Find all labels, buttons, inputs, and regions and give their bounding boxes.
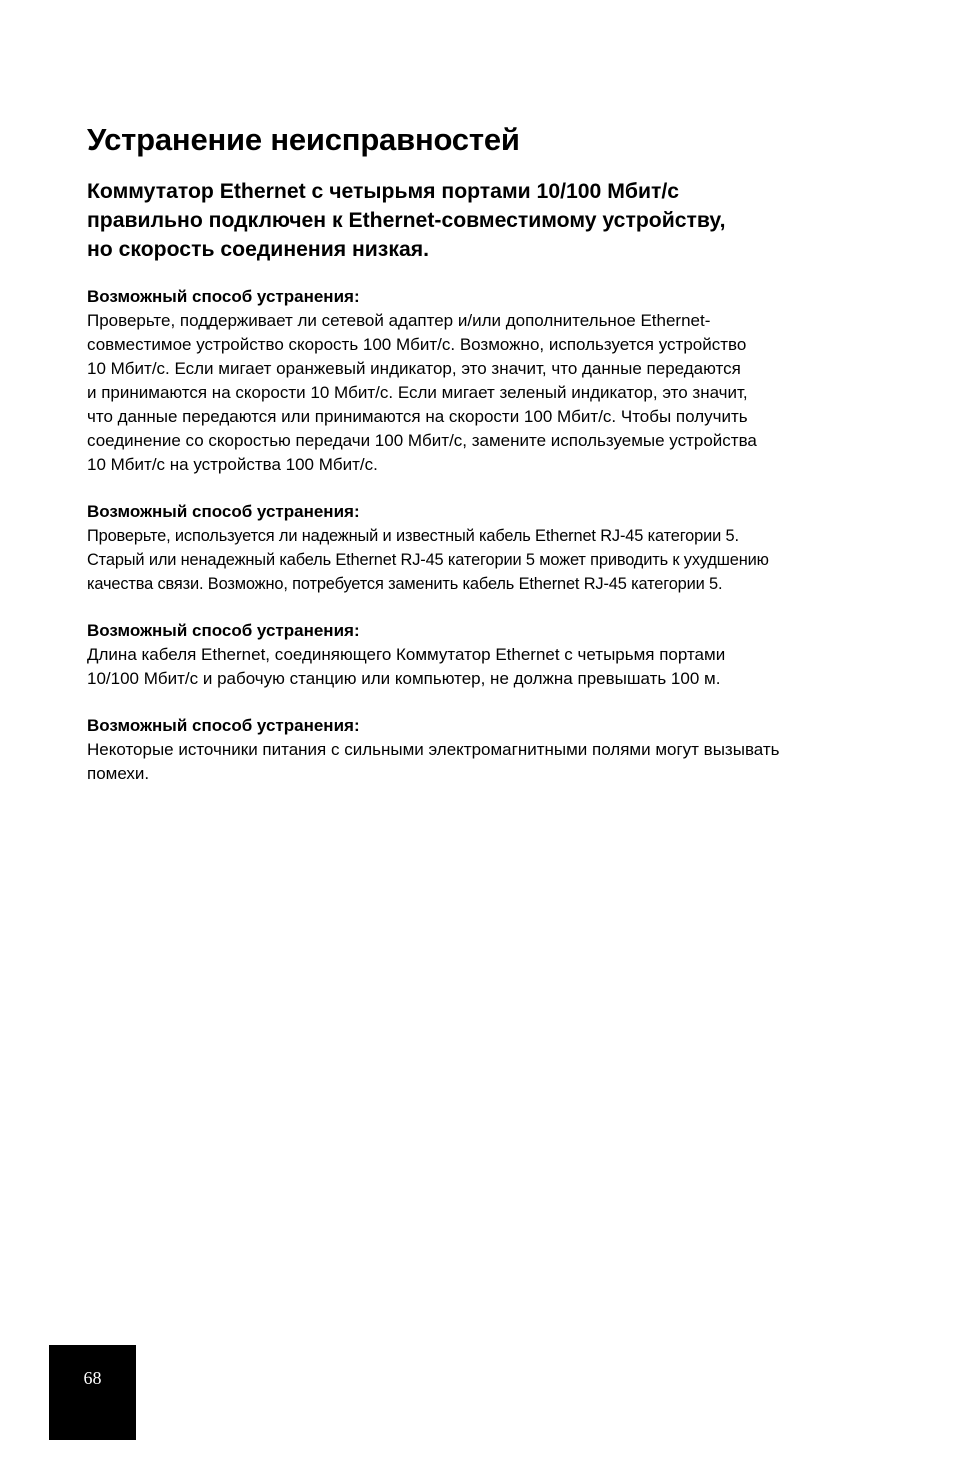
page-content <box>87 118 887 809</box>
solution-text: Проверьте, используется ли надежный и известный кабель Ethernet RJ-45 категории 5. Старый или ненадежный кабель Ethernet RJ-45 категории 5 может приводить к ухудшению качества связи. Возможно, потребуется заменить кабель Ethernet RJ-45 категории 5. <box>87 527 769 593</box>
solution-text: Некоторые источники питания с сильными электромагнитными полями могут вызывать помехи. <box>87 740 780 783</box>
page-number-box <box>49 1345 136 1440</box>
page-title: Устранение неисправностей <box>87 122 520 157</box>
solution-label: Возможный способ устранения: <box>87 716 360 735</box>
solution-block-3 <box>87 619 887 691</box>
solution-block-2 <box>87 500 887 596</box>
solution-block-1 <box>87 285 887 477</box>
solution-label: Возможный способ устранения: <box>87 287 360 306</box>
problem-heading: Коммутатор Ethernet с четырьмя портами 10/100 Мбит/с правильно подключен к Ethernet-совместимому устройству, но скорость соединения низкая. <box>87 180 726 261</box>
page-number: 68 <box>83 1368 102 1388</box>
solution-block-4 <box>87 714 887 786</box>
solution-label: Возможный способ устранения: <box>87 621 360 640</box>
solution-text: Длина кабеля Ethernet, соединяющего Коммутатор Ethernet с четырьмя портами 10/100 Мбит/с и рабочую станцию или компьютер, не должна превышать 100 м. <box>87 645 726 688</box>
solution-text: Проверьте, поддерживает ли сетевой адаптер и/или дополнительное Ethernet- совместимое устройство скорость 100 Мбит/с. Возможно, используется устройство 10 Мбит/с. Если мигает оранжевый индикатор, это значит, что данные передаются и принимаются на скорости 10 Мбит/с. Если мигает зеленый индикатор, это значит, что данные передаются или принимаются на скорости 100 Мбит/с. Чтобы получить соединение со скоростью передачи 100 Мбит/с, замените используемые устройства 10 Мбит/с на устройства 100 Мбит/с. <box>87 311 757 474</box>
solution-label: Возможный способ устранения: <box>87 502 360 521</box>
